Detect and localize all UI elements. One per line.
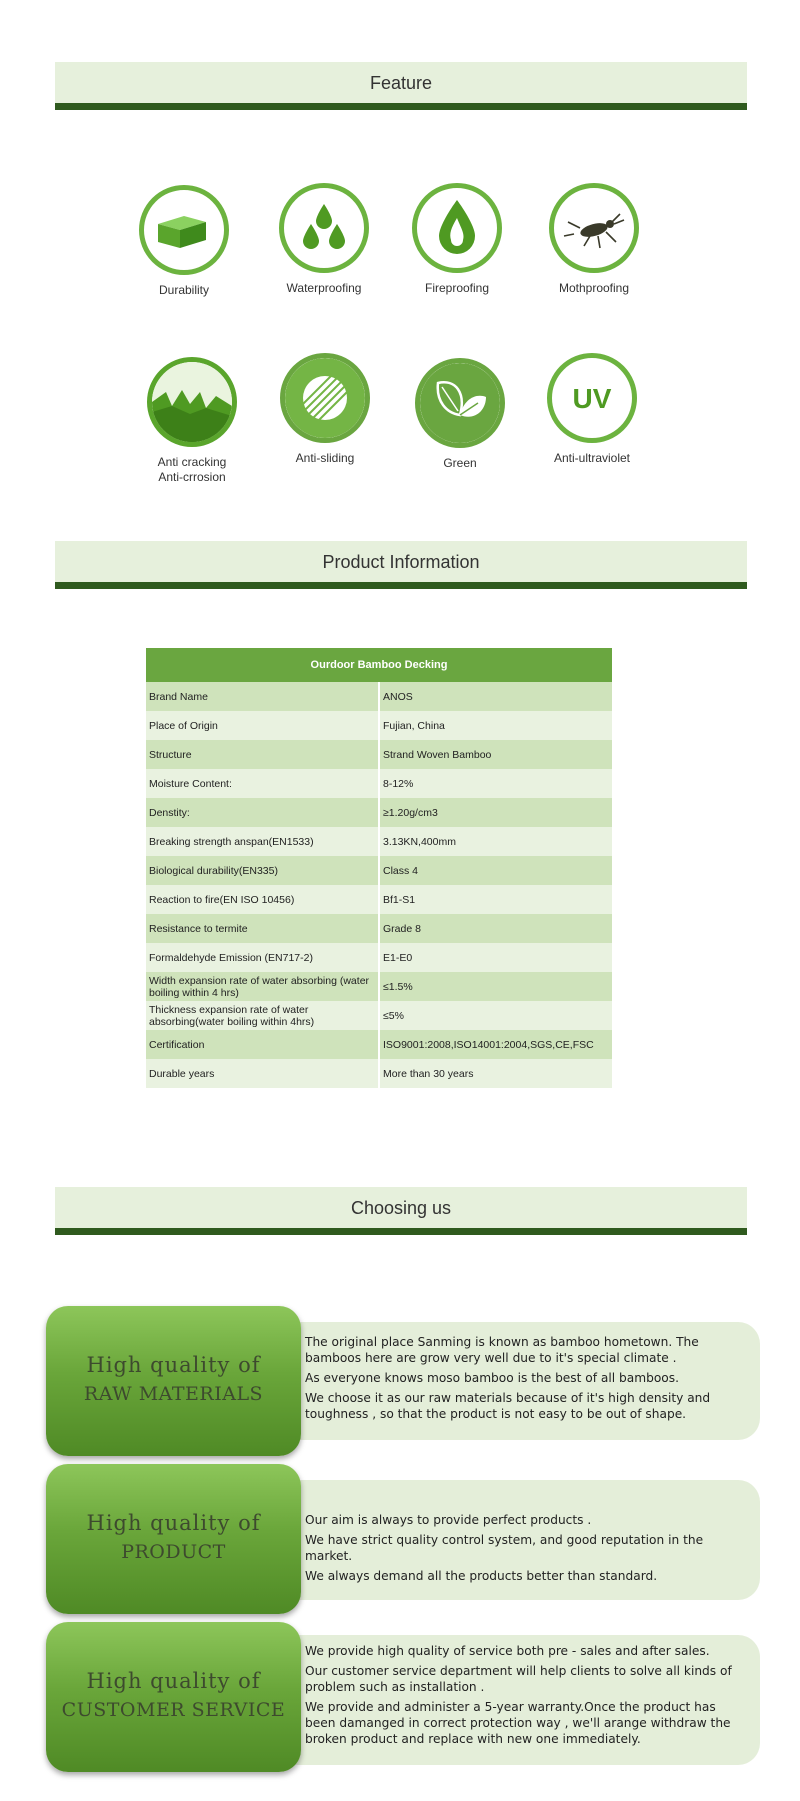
product-banner xyxy=(55,541,747,589)
spec-name: Formaldehyde Emission (EN717-2) xyxy=(146,943,379,972)
spec-name: Reaction to fire(EN ISO 10456) xyxy=(146,885,379,914)
banner-divider xyxy=(55,1228,747,1235)
spec-name: Durable years xyxy=(146,1059,379,1088)
svg-text:UV: UV xyxy=(572,383,612,414)
spec-name: Denstity: xyxy=(146,798,379,827)
list-item: • Our aim is always to provide perfect products . xyxy=(294,1512,750,1528)
choose-heading xyxy=(46,1464,301,1614)
product-spec-table xyxy=(146,648,612,1088)
table-row xyxy=(146,1001,612,1030)
table-row xyxy=(146,943,612,972)
choose-heading xyxy=(46,1622,301,1772)
choose-description xyxy=(276,1635,760,1765)
list-item: • Our customer service department will help clients to solve all kinds of problem such as installation . xyxy=(294,1663,750,1695)
choose-heading xyxy=(46,1306,301,1456)
insect-icon xyxy=(549,183,639,273)
table-row xyxy=(146,682,612,711)
spec-value: More than 30 years xyxy=(379,1059,612,1088)
table-row xyxy=(146,1059,612,1088)
list-item: • The original place Sanming is known as bamboo hometown. The bamboos here are grow very well due to it's special climate . xyxy=(294,1334,750,1366)
table-row xyxy=(146,856,612,885)
box-icon xyxy=(139,185,229,275)
table-row xyxy=(146,740,612,769)
spec-value: Grade 8 xyxy=(379,914,612,943)
table-row xyxy=(146,798,612,827)
spec-name: Biological durability(EN335) xyxy=(146,856,379,885)
spec-name: Moisture Content: xyxy=(146,769,379,798)
feature-anti-sliding xyxy=(260,353,390,466)
spec-value: Bf1-S1 xyxy=(379,885,612,914)
spec-value: ANOS xyxy=(379,682,612,711)
feature-durability xyxy=(119,185,249,298)
table-row xyxy=(146,769,612,798)
feature-label: Fireproofing xyxy=(424,281,490,295)
spec-name: Certification xyxy=(146,1030,379,1059)
feature-anti-cracking xyxy=(127,357,257,485)
feature-label: Green xyxy=(443,456,477,470)
spec-value: ISO9001:2008,ISO14001:2004,SGS,CE,FSC xyxy=(379,1030,612,1059)
water-drops-icon xyxy=(279,183,369,273)
banner-divider xyxy=(55,103,747,110)
spec-value: Class 4 xyxy=(379,856,612,885)
table-row xyxy=(146,711,612,740)
list-item: • We choose it as our raw materials because of it's high density and toughness , so that the product is not easy to be out of shape. xyxy=(294,1390,750,1422)
spec-value: E1-E0 xyxy=(379,943,612,972)
spec-name: Thickness expansion rate of water absorbing(water boiling within 4hrs) xyxy=(146,1001,379,1030)
table-title: Ourdoor Bamboo Decking xyxy=(146,648,612,682)
feature-label: Anti cracking Anti-crrosion xyxy=(157,455,227,484)
spec-value: 3.13KN,400mm xyxy=(379,827,612,856)
table-row xyxy=(146,914,612,943)
feature-fireproofing xyxy=(392,183,522,296)
spec-value: ≤1.5% xyxy=(379,972,612,1001)
list-item: • We always demand all the products better than standard. xyxy=(294,1568,750,1584)
feature-green xyxy=(395,358,525,471)
choose-raw-materials xyxy=(46,1306,760,1458)
feature-mothproofing xyxy=(529,183,659,296)
choose-description xyxy=(276,1322,760,1440)
fire-drop-icon xyxy=(412,183,502,273)
choose-product xyxy=(46,1464,760,1616)
table-row xyxy=(146,972,612,1001)
table-header-row xyxy=(146,648,612,682)
spec-name: Place of Origin xyxy=(146,711,379,740)
heading-line-2: PRODUCT xyxy=(121,1541,226,1563)
cracked-surface-icon xyxy=(147,357,237,447)
feature-label: Anti-sliding xyxy=(295,451,355,465)
banner-divider xyxy=(55,582,747,589)
spec-name: Breaking strength anspan(EN1533) xyxy=(146,827,379,856)
spec-name: Resistance to termite xyxy=(146,914,379,943)
feature-waterproofing xyxy=(259,183,389,296)
spec-value: 8-12% xyxy=(379,769,612,798)
heading-line-1: High quality of xyxy=(86,1353,261,1377)
choose-customer-service xyxy=(46,1622,760,1774)
spec-name: Structure xyxy=(146,740,379,769)
feature-label: Mothproofing xyxy=(558,281,630,295)
list-item: • We provide high quality of service both pre - sales and after sales. xyxy=(294,1643,750,1659)
spec-name: Brand Name xyxy=(146,682,379,711)
list-item: • As everyone knows moso bamboo is the best of all bamboos. xyxy=(294,1370,750,1386)
spec-value: Strand Woven Bamboo xyxy=(379,740,612,769)
feature-label: Durability xyxy=(158,283,209,297)
spec-value: ≥1.20g/cm3 xyxy=(379,798,612,827)
spec-value: ≤5% xyxy=(379,1001,612,1030)
spec-value: Fujian, China xyxy=(379,711,612,740)
heading-line-2: RAW MATERIALS xyxy=(83,1383,264,1405)
product-title: Product Information xyxy=(322,552,480,572)
choosing-title: Choosing us xyxy=(350,1198,452,1218)
table-row xyxy=(146,827,612,856)
list-item: • We provide and administer a 5-year warranty.Once the product has been damanged in correct protection way , we'll arange withdraw the broken product and replace with new one immediately. xyxy=(294,1699,750,1747)
feature-anti-ultraviolet xyxy=(527,353,657,466)
feature-title: Feature xyxy=(369,73,433,93)
table-row xyxy=(146,1030,612,1059)
feature-label: Waterproofing xyxy=(286,281,362,295)
uv-icon xyxy=(547,353,637,443)
choose-description xyxy=(276,1480,760,1600)
heading-line-1: High quality of xyxy=(86,1511,261,1535)
feature-banner xyxy=(55,62,747,110)
spec-name: Width expansion rate of water absorbing (water boiling within 4 hrs) xyxy=(146,972,379,1001)
feature-label: Anti-ultraviolet xyxy=(553,451,631,465)
heading-line-2: CUSTOMER SERVICE xyxy=(61,1699,286,1721)
choosing-banner xyxy=(55,1187,747,1235)
heading-line-1: High quality of xyxy=(86,1669,261,1693)
striped-sphere-icon xyxy=(280,353,370,443)
leaf-icon xyxy=(415,358,505,448)
list-item: • We have strict quality control system, and good reputation in the market. xyxy=(294,1532,750,1564)
table-row xyxy=(146,885,612,914)
